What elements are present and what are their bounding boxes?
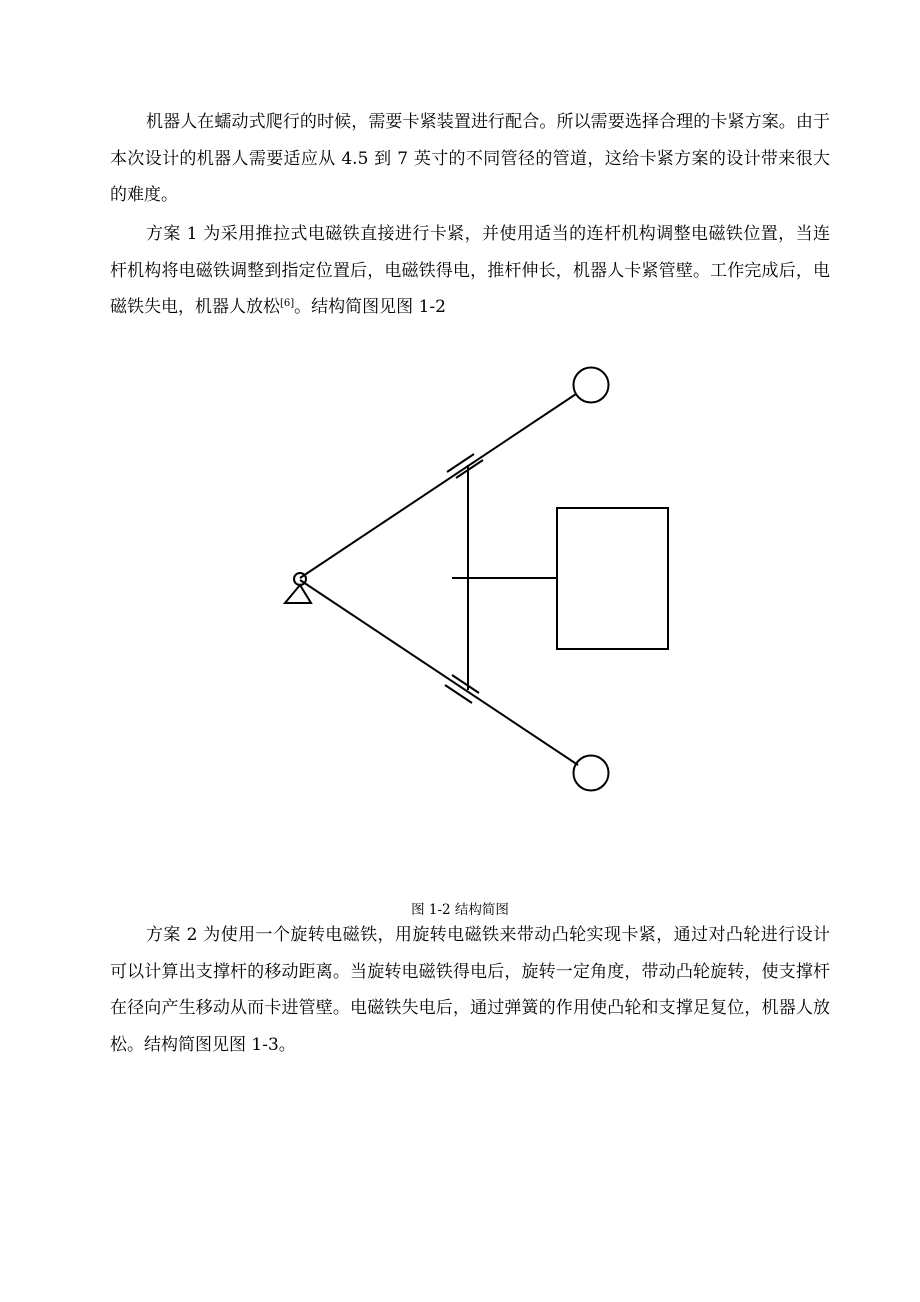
figure-caption: 图 1-2 结构简图 — [411, 902, 509, 918]
citation-ref: [6] — [280, 298, 295, 309]
paragraph-scheme-1-tail: 。结构简图见图 1-2 — [294, 297, 446, 317]
upper-link-arm — [300, 394, 576, 578]
lower-link-arm — [300, 580, 578, 765]
pivot-joint — [294, 573, 306, 585]
upper-wheel — [574, 368, 609, 403]
paragraph-scheme-1 — [110, 216, 830, 326]
electromagnet-block — [557, 508, 668, 649]
structure-diagram — [260, 350, 700, 830]
paragraph-intro: 机器人在蠕动式爬行的时候，需要卡紧装置进行配合。所以需要选择合理的卡紧方案。由于本次设计的机器人需要适应从 4.5 到 7 英寸的不同管径的管道，这给卡紧方案的设计带来很大的难度。 — [110, 112, 830, 205]
lower-wheel — [574, 756, 609, 791]
pivot-support — [285, 585, 311, 603]
upper-slider-joint — [447, 454, 483, 478]
paragraph-scheme-1-text: 方案 1 为采用推拉式电磁铁直接进行卡紧，并使用适当的连杆机构调整电磁铁位置，当连杆机构将电磁铁调整到指定位置后，电磁铁得电，推杆伸长，机器人卡紧管壁。工作完成后，电磁铁失电，机器人放松 — [110, 224, 830, 317]
paragraph-scheme-2: 方案 2 为使用一个旋转电磁铁，用旋转电磁铁来带动凸轮实现卡紧，通过对凸轮进行设计可以计算出支撑杆的移动距离。当旋转电磁铁得电后，旋转一定角度，带动凸轮旋转，使支撑杆在径向产生移动从而卡进管壁。电磁铁失电后，通过弹簧的作用使凸轮和支撑足复位，机器人放松。结构简图见图 1-3。 — [110, 925, 830, 1055]
